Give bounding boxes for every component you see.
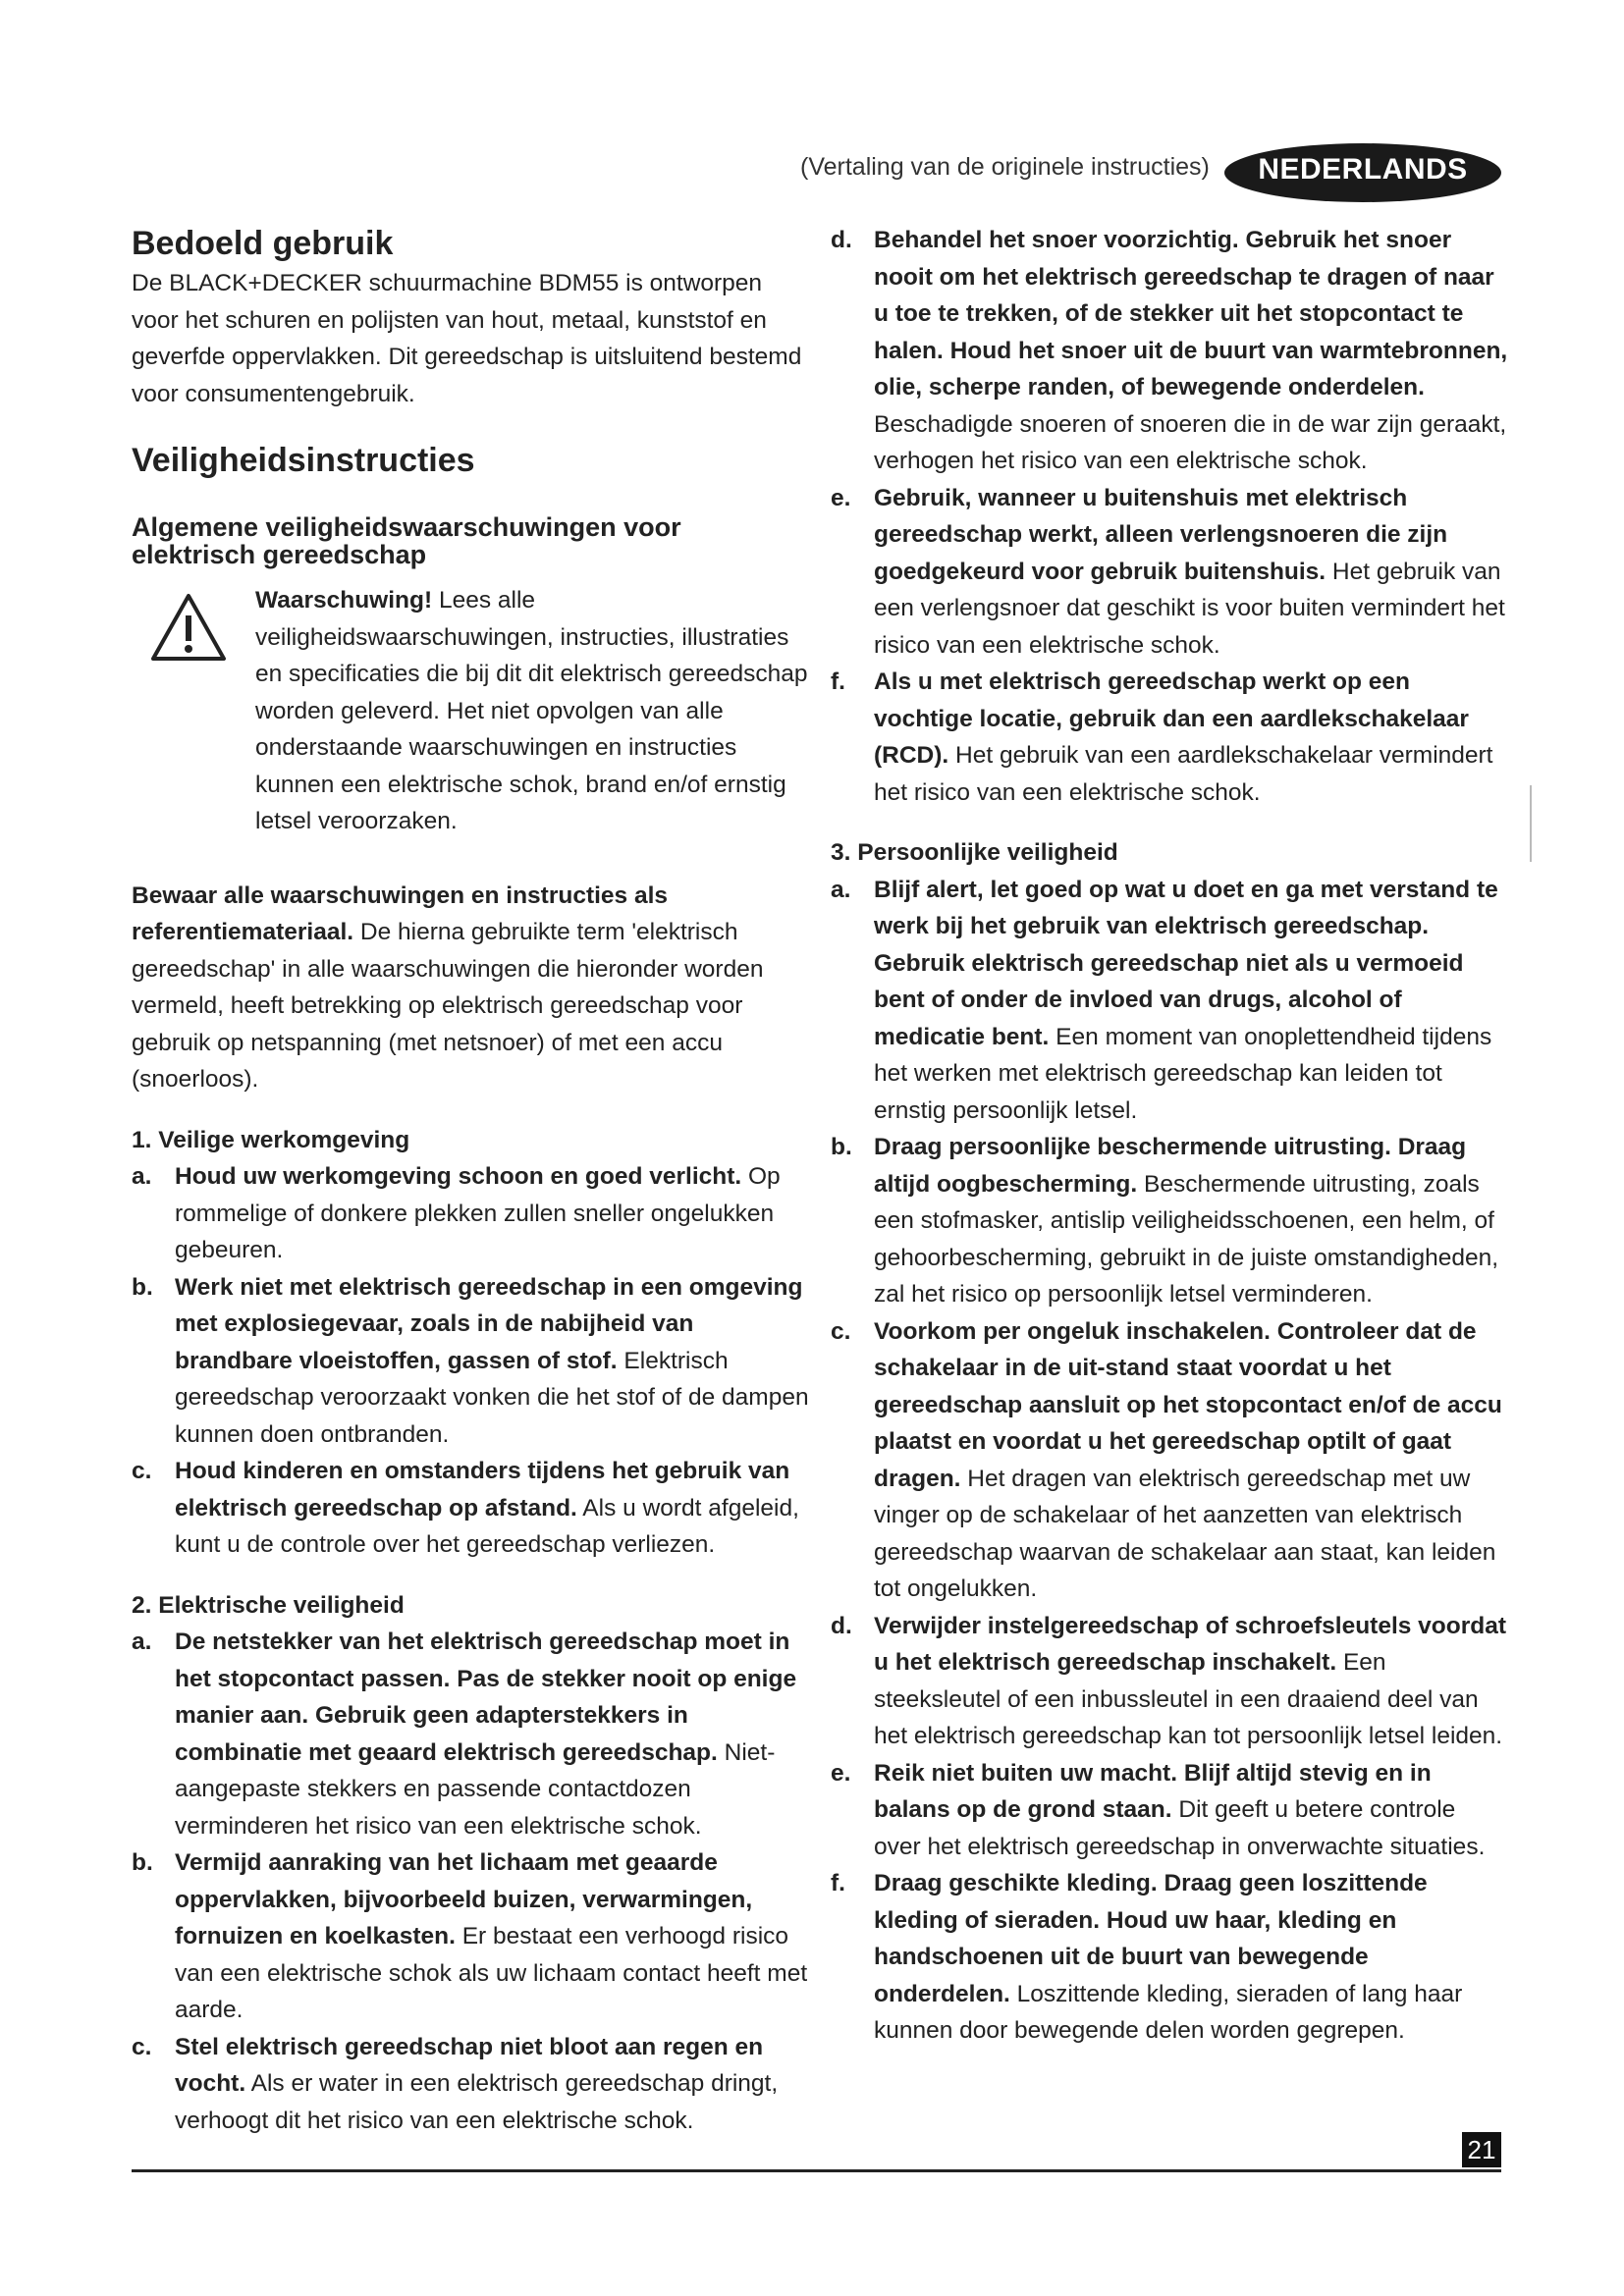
item-label: f.	[831, 668, 845, 695]
language-badge	[1224, 143, 1501, 202]
list-item	[132, 1844, 809, 2029]
item-label: c.	[831, 1317, 851, 1345]
item-text: Er bestaat een verhoogd risico van een elektrische schok als uw lichaam contact heeft met aarde.	[175, 1923, 808, 2023]
list-item	[831, 1313, 1508, 1608]
item-label: a.	[132, 1163, 152, 1190]
bewaar-paragraph	[132, 878, 809, 1098]
page-number: 21	[1462, 2132, 1501, 2167]
section-1-title: 1. Veilige werkomgeving	[132, 1126, 410, 1153]
item-text: Als er water in een elektrisch gereedschap dringt, verhoogt dit het risico van een elektrische schok.	[175, 2070, 779, 2134]
list-item	[831, 1608, 1508, 1755]
section-2-title: 2. Elektrische veiligheid	[132, 1591, 405, 1619]
header-subtitle: (Vertaling van de originele instructies)	[800, 153, 1210, 181]
item-text: Dit geeft u betere controle over het elektrisch gereedschap in onverwachte situaties.	[874, 1796, 1486, 1860]
item-label: a.	[831, 876, 851, 903]
item-bold: Draag persoonlijke beschermende uitrusting. Draag altijd oogbescherming.	[874, 1134, 1467, 1198]
item-bold: Vermijd aanraking van het lichaam met geaarde oppervlakken, bijvoorbeeld buizen, verwarmingen, fornuizen en koelkasten.	[175, 1849, 753, 1949]
list-item	[831, 222, 1508, 480]
warning-triangle-icon	[149, 592, 228, 663]
item-text: Beschadigde snoeren of snoeren die in de war zijn geraakt, verhogen het risico van een elektrische schok.	[874, 410, 1507, 474]
item-bold: Werk niet met elektrisch gereedschap in een omgeving met explosiegevaar, zoals in de nabijheid van brandbare vloeistoffen, gassen of stof.	[175, 1273, 803, 1374]
item-label: e.	[831, 1759, 851, 1787]
heading-veiligheidsinstructies: Veiligheidsinstructies	[132, 442, 475, 479]
item-bold: Gebruik, wanneer u buitenshuis met elektrisch gereedschap werkt, alleen verlengsnoeren die zijn goedgekeurd voor gebruik buitenshuis.	[874, 484, 1448, 585]
item-label: f.	[831, 1870, 845, 1896]
left-column	[132, 222, 809, 2139]
list-item	[132, 1624, 809, 1844]
item-bold: Voorkom per ongeluk inschakelen. Controleer dat de schakelaar in de uit-stand staat voordat u het gereedschap aansluit op het stopcontact en/of de accu plaatst en voordat u het gereedschap optilt of gaat dragen.	[874, 1317, 1502, 1492]
heading-algemene: Algemene veiligheidswaarschuwingen voor elektrisch gereedschap	[132, 512, 681, 569]
margin-mark	[1530, 785, 1532, 862]
item-text: Het gebruik van een verlengsnoer dat geschikt is voor buiten vermindert het risico van een elektrische schok.	[874, 558, 1505, 659]
bewaar-body: De hierna gebruikte term 'elektrisch gereedschap' in alle waarschuwingen die hieronder worden vermeld, heeft betrekking op elektrisch gereedschap voor gebruik op netspanning (met netsnoer) of met een accu (snoerloos).	[132, 919, 764, 1093]
item-text: Elektrisch gereedschap veroorzaakt vonken die het stof of de dampen kunnen doen ontbranden.	[175, 1347, 809, 1448]
item-text: Als u wordt afgeleid, kunt u de controle over het gereedschap verliezen.	[175, 1494, 799, 1558]
item-bold: Reik niet buiten uw macht. Blijf altijd stevig en in balans op de grond staan.	[874, 1759, 1432, 1823]
item-label: d.	[831, 1612, 852, 1639]
list-item	[132, 2029, 809, 2140]
item-bold: De netstekker van het elektrisch gereedschap moet in het stopcontact passen. Pas de stekker nooit op enige manier aan. Gebruik geen adapterstekkers in combinatie met geaard elektrisch gereedschap.	[175, 1629, 797, 1766]
item-label: b.	[831, 1134, 852, 1160]
item-text: Op rommelige of donkere plekken zullen sneller ongelukken gebeuren.	[175, 1163, 781, 1263]
language-label: NEDERLANDS	[1258, 153, 1468, 186]
list-item	[831, 1129, 1508, 1313]
item-label: a.	[132, 1629, 152, 1655]
item-bold: Stel elektrisch gereedschap niet bloot aan regen en vocht.	[175, 2033, 764, 2097]
item-bold: Houd kinderen en omstanders tijdens het gebruik van elektrisch gereedschap op afstand.	[175, 1458, 790, 1522]
item-text: Een steeksleutel of een inbussleutel in een draaiend deel van het elektrisch gereedschap kan tot persoonlijk letsel leiden.	[874, 1649, 1503, 1749]
item-text: Een moment van onoplettendheid tijdens het werken met elektrisch gereedschap kan leiden tot ernstig persoonlijk letsel.	[874, 1023, 1492, 1124]
right-column	[831, 222, 1508, 2050]
item-bold: Blijf alert, let goed op wat u doet en ga met verstand te werk bij het gebruik van elektrisch gereedschap. Gebruik elektrisch gereedschap niet als u vermoeid bent of onder de invloed van drugs, alcohol of medicatie bent.	[874, 876, 1498, 1050]
list-item	[831, 1865, 1508, 2050]
item-bold: Verwijder instelgereedschap of schroefsleutels voordat u het elektrisch gereedschap inschakelt.	[874, 1612, 1507, 1676]
item-label: c.	[132, 1458, 152, 1484]
item-label: b.	[132, 1273, 153, 1301]
warning-text	[255, 582, 809, 840]
list-item	[132, 1269, 809, 1454]
list-item	[831, 1755, 1508, 1866]
section-3-title: 3. Persoonlijke veiligheid	[831, 839, 1118, 866]
item-label: d.	[831, 227, 852, 253]
list-item	[831, 664, 1508, 811]
item-text: Beschermende uitrusting, zoals een stofmasker, antislip veiligheidsschoenen, een helm, of gehoorbescherming, gebruikt in de juiste omstandigheden, zal het risico op persoonlijk letsel verminderen.	[874, 1170, 1499, 1308]
item-text: Het dragen van elektrisch gereedschap met uw vinger op de schakelaar of het aanzetten van elektrisch gereedschap waarvan de schakelaar aan staat, kan leiden tot ongelukken.	[874, 1465, 1496, 1602]
heading-bedoeld-gebruik: Bedoeld gebruik	[132, 225, 394, 262]
item-text: Het gebruik van een aardlekschakelaar vermindert het risico van een elektrische schok.	[874, 742, 1493, 806]
item-bold: Behandel het snoer voorzichtig. Gebruik het snoer nooit om het elektrisch gereedschap te dragen of naar u toe te trekken, of de stekker uit het stopcontact te halen. Houd het snoer uit de buurt van warmtebronnen, olie, scherpe randen, of bewegende onderdelen.	[874, 227, 1508, 400]
list-item	[831, 480, 1508, 665]
list-item	[132, 1453, 809, 1564]
warning-body: Lees alle veiligheidswaarschuwingen, instructies, illustraties en specificaties die bij dit dit elektrisch gereedschap worden geleverd. Het niet opvolgen van alle onderstaande waarschuwingen en instructies kunnen een elektrische schok, brand en/of ernstig letsel veroorzaken.	[255, 587, 808, 834]
item-text: Loszittende kleding, sieraden of lang haar kunnen door bewegende delen worden gegrepen.	[874, 1980, 1463, 2044]
item-bold: Houd uw werkomgeving schoon en goed verlicht.	[175, 1163, 742, 1190]
item-label: e.	[831, 484, 851, 511]
footer-rule	[132, 2169, 1501, 2172]
item-text: Niet-aangepaste stekkers en passende contactdozen verminderen het risico van een elektrische schok.	[175, 1738, 776, 1840]
list-item	[132, 1158, 809, 1269]
item-bold: Als u met elektrisch gereedschap werkt op een vochtige locatie, gebruik dan een aardlekschakelaar (RCD).	[874, 668, 1469, 769]
list-item	[831, 872, 1508, 1130]
bewaar-bold: Bewaar alle waarschuwingen en instructies als referentiemateriaal.	[132, 881, 669, 945]
warning-block	[132, 582, 809, 840]
item-label: b.	[132, 1849, 153, 1876]
item-bold: Draag geschikte kleding. Draag geen loszittende kleding of sieraden. Houd uw haar, kleding en handschoenen uit de buurt van bewegende onderdelen.	[874, 1870, 1428, 2007]
bedoeld-text: De BLACK+DECKER schuurmachine BDM55 is ontworpen voor het schuren en polijsten van hout, metaal, kunststof en geverfde oppervlakken. Dit gereedschap is uitsluitend bestemd voor consumentengebruik.	[132, 270, 802, 407]
warning-bold: Waarschuwing!	[255, 587, 433, 614]
item-label: c.	[132, 2033, 152, 2060]
